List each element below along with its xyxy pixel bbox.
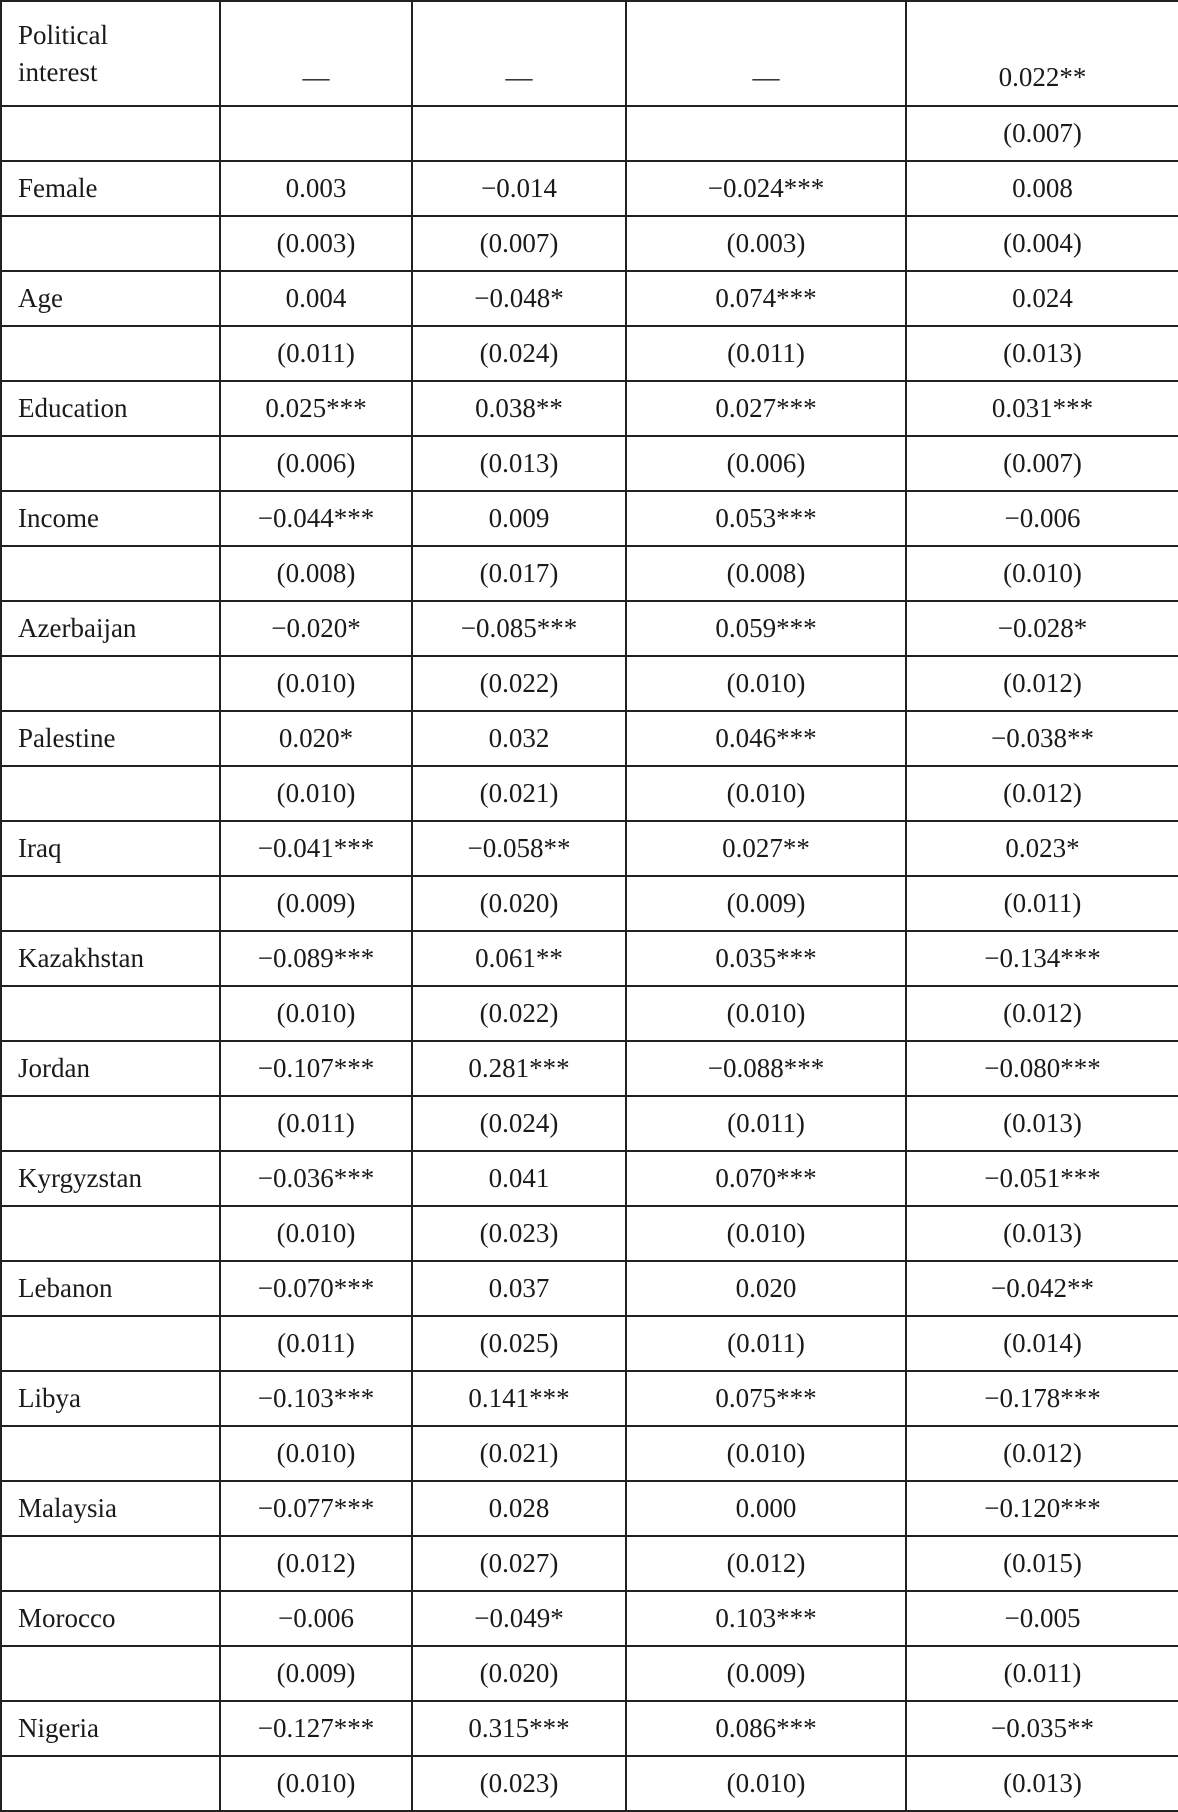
coefficient-cell: 0.020 [626, 1261, 906, 1316]
coefficient-cell: −0.070*** [220, 1261, 412, 1316]
coefficient-cell: 0.027*** [626, 381, 906, 436]
coefficient-cell: 0.032 [412, 711, 626, 766]
standard-error-row [1, 546, 1178, 601]
coefficient-cell: 0.023* [906, 821, 1178, 876]
coefficient-cell: −0.107*** [220, 1041, 412, 1096]
standard-error-cell: (0.022) [412, 986, 626, 1041]
coefficient-cell: −0.077*** [220, 1481, 412, 1536]
empty-label-cell [1, 766, 220, 821]
standard-error-row [1, 656, 1178, 711]
standard-error-cell: (0.022) [412, 656, 626, 711]
standard-error-cell: (0.012) [626, 1536, 906, 1591]
standard-error-cell: (0.017) [412, 546, 626, 601]
empty-label-cell [1, 546, 220, 601]
coefficient-cell: — [412, 1, 626, 106]
coefficient-cell: 0.041 [412, 1151, 626, 1206]
standard-error-cell [626, 106, 906, 161]
coefficient-row [1, 1261, 1178, 1316]
standard-error-cell: (0.013) [906, 1756, 1178, 1811]
standard-error-cell [220, 106, 412, 161]
coefficient-row [1, 1371, 1178, 1426]
empty-label-cell [1, 1316, 220, 1371]
coefficient-row [1, 931, 1178, 986]
coefficient-cell: −0.020* [220, 601, 412, 656]
standard-error-cell: (0.024) [412, 326, 626, 381]
standard-error-cell: (0.024) [412, 1096, 626, 1151]
standard-error-cell: (0.012) [906, 766, 1178, 821]
coefficient-cell: −0.035** [906, 1701, 1178, 1756]
coefficient-cell: 0.008 [906, 161, 1178, 216]
empty-label-cell [1, 1536, 220, 1591]
standard-error-cell: (0.009) [626, 1646, 906, 1701]
coefficient-row [1, 1041, 1178, 1096]
coefficient-cell: 0.281*** [412, 1041, 626, 1096]
standard-error-cell: (0.015) [906, 1536, 1178, 1591]
standard-error-cell: (0.011) [626, 1316, 906, 1371]
standard-error-cell [412, 106, 626, 161]
empty-label-cell [1, 1426, 220, 1481]
variable-label: Income [1, 491, 220, 546]
standard-error-cell: (0.021) [412, 766, 626, 821]
standard-error-row [1, 1096, 1178, 1151]
variable-label: Jordan [1, 1041, 220, 1096]
coefficient-row [1, 821, 1178, 876]
coefficient-cell: 0.004 [220, 271, 412, 326]
standard-error-cell: (0.013) [906, 326, 1178, 381]
coefficient-cell: 0.020* [220, 711, 412, 766]
variable-label: Palestine [1, 711, 220, 766]
coefficient-cell: 0.103*** [626, 1591, 906, 1646]
standard-error-cell: (0.014) [906, 1316, 1178, 1371]
standard-error-row [1, 986, 1178, 1041]
coefficient-row [1, 601, 1178, 656]
variable-label: Libya [1, 1371, 220, 1426]
coefficient-cell: −0.085*** [412, 601, 626, 656]
standard-error-cell: (0.021) [412, 1426, 626, 1481]
coefficient-cell: — [220, 1, 412, 106]
empty-label-cell [1, 876, 220, 931]
standard-error-row [1, 766, 1178, 821]
coefficient-row [1, 491, 1178, 546]
regression-table-body [1, 1, 1178, 1811]
empty-label-cell [1, 1646, 220, 1701]
coefficient-cell: 0.070*** [626, 1151, 906, 1206]
standard-error-row [1, 106, 1178, 161]
standard-error-row [1, 436, 1178, 491]
standard-error-cell: (0.010) [906, 546, 1178, 601]
coefficient-cell: 0.024 [906, 271, 1178, 326]
variable-label: Education [1, 381, 220, 436]
coefficient-cell: 0.075*** [626, 1371, 906, 1426]
standard-error-cell: (0.011) [220, 1316, 412, 1371]
empty-label-cell [1, 106, 220, 161]
coefficient-cell: −0.041*** [220, 821, 412, 876]
standard-error-cell: (0.023) [412, 1756, 626, 1811]
variable-label: Iraq [1, 821, 220, 876]
coefficient-cell: −0.042** [906, 1261, 1178, 1316]
coefficient-cell: −0.024*** [626, 161, 906, 216]
coefficient-row [1, 1151, 1178, 1206]
coefficient-cell: 0.315*** [412, 1701, 626, 1756]
coefficient-cell: — [626, 1, 906, 106]
coefficient-cell: −0.006 [906, 491, 1178, 546]
coefficient-cell: 0.027** [626, 821, 906, 876]
empty-label-cell [1, 326, 220, 381]
standard-error-cell: (0.010) [626, 1206, 906, 1261]
standard-error-cell: (0.011) [220, 326, 412, 381]
standard-error-cell: (0.010) [626, 656, 906, 711]
coefficient-cell: 0.037 [412, 1261, 626, 1316]
coefficient-cell: 0.031*** [906, 381, 1178, 436]
coefficient-cell: 0.059*** [626, 601, 906, 656]
standard-error-cell: (0.010) [220, 656, 412, 711]
coefficient-cell: −0.005 [906, 1591, 1178, 1646]
standard-error-cell: (0.010) [626, 766, 906, 821]
variable-label: Age [1, 271, 220, 326]
coefficient-cell: 0.053*** [626, 491, 906, 546]
standard-error-cell: (0.007) [906, 436, 1178, 491]
variable-label: Morocco [1, 1591, 220, 1646]
variable-label: Kyrgyzstan [1, 1151, 220, 1206]
standard-error-row [1, 1536, 1178, 1591]
standard-error-row [1, 1316, 1178, 1371]
coefficient-cell: −0.058** [412, 821, 626, 876]
coefficient-cell: −0.103*** [220, 1371, 412, 1426]
coefficient-row [1, 1481, 1178, 1536]
standard-error-cell: (0.010) [220, 766, 412, 821]
coefficient-cell: 0.035*** [626, 931, 906, 986]
coefficient-cell: −0.088*** [626, 1041, 906, 1096]
standard-error-cell: (0.010) [220, 986, 412, 1041]
standard-error-cell: (0.010) [626, 1756, 906, 1811]
standard-error-cell: (0.009) [220, 1646, 412, 1701]
coefficient-cell: −0.028* [906, 601, 1178, 656]
coefficient-cell: −0.038** [906, 711, 1178, 766]
standard-error-cell: (0.013) [906, 1096, 1178, 1151]
variable-label: Lebanon [1, 1261, 220, 1316]
coefficient-cell: −0.080*** [906, 1041, 1178, 1096]
empty-label-cell [1, 216, 220, 271]
coefficient-row [1, 1, 1178, 106]
standard-error-row [1, 1646, 1178, 1701]
coefficient-cell: 0.061** [412, 931, 626, 986]
coefficient-cell: 0.009 [412, 491, 626, 546]
standard-error-cell: (0.009) [626, 876, 906, 931]
standard-error-cell: (0.013) [906, 1206, 1178, 1261]
standard-error-cell: (0.004) [906, 216, 1178, 271]
empty-label-cell [1, 986, 220, 1041]
empty-label-cell [1, 436, 220, 491]
coefficient-cell: −0.048* [412, 271, 626, 326]
coefficient-cell: −0.127*** [220, 1701, 412, 1756]
coefficient-cell: 0.046*** [626, 711, 906, 766]
standard-error-cell: (0.011) [906, 1646, 1178, 1701]
standard-error-cell: (0.010) [220, 1426, 412, 1481]
standard-error-cell: (0.013) [412, 436, 626, 491]
standard-error-row [1, 876, 1178, 931]
coefficient-cell: 0.141*** [412, 1371, 626, 1426]
variable-label: Nigeria [1, 1701, 220, 1756]
standard-error-cell: (0.011) [220, 1096, 412, 1151]
variable-label: Political interest [1, 1, 220, 106]
coefficient-cell: 0.025*** [220, 381, 412, 436]
standard-error-cell: (0.008) [626, 546, 906, 601]
standard-error-cell: (0.027) [412, 1536, 626, 1591]
empty-label-cell [1, 1206, 220, 1261]
coefficient-cell: 0.074*** [626, 271, 906, 326]
coefficient-cell: −0.006 [220, 1591, 412, 1646]
standard-error-row [1, 1756, 1178, 1811]
standard-error-cell: (0.012) [220, 1536, 412, 1591]
standard-error-cell: (0.012) [906, 1426, 1178, 1481]
empty-label-cell [1, 656, 220, 711]
coefficient-cell: 0.003 [220, 161, 412, 216]
standard-error-cell: (0.010) [220, 1756, 412, 1811]
standard-error-cell: (0.012) [906, 656, 1178, 711]
coefficient-cell: −0.044*** [220, 491, 412, 546]
standard-error-cell: (0.011) [626, 326, 906, 381]
standard-error-cell: (0.010) [626, 1426, 906, 1481]
coefficient-cell: −0.014 [412, 161, 626, 216]
standard-error-cell: (0.009) [220, 876, 412, 931]
standard-error-cell: (0.011) [626, 1096, 906, 1151]
coefficient-row [1, 711, 1178, 766]
standard-error-cell: (0.020) [412, 1646, 626, 1701]
standard-error-row [1, 216, 1178, 271]
coefficient-cell: −0.178*** [906, 1371, 1178, 1426]
empty-label-cell [1, 1096, 220, 1151]
coefficient-cell: 0.086*** [626, 1701, 906, 1756]
coefficient-row [1, 381, 1178, 436]
coefficient-cell: −0.089*** [220, 931, 412, 986]
standard-error-cell: (0.008) [220, 546, 412, 601]
standard-error-row [1, 1426, 1178, 1481]
coefficient-cell: −0.134*** [906, 931, 1178, 986]
coefficient-cell: 0.000 [626, 1481, 906, 1536]
coefficient-row [1, 271, 1178, 326]
standard-error-cell: (0.010) [626, 986, 906, 1041]
standard-error-cell: (0.007) [412, 216, 626, 271]
standard-error-cell: (0.003) [220, 216, 412, 271]
coefficient-cell: −0.051*** [906, 1151, 1178, 1206]
standard-error-cell: (0.023) [412, 1206, 626, 1261]
standard-error-cell: (0.006) [626, 436, 906, 491]
standard-error-row [1, 1206, 1178, 1261]
standard-error-cell: (0.007) [906, 106, 1178, 161]
coefficient-cell: 0.022** [906, 1, 1178, 106]
variable-label: Kazakhstan [1, 931, 220, 986]
variable-label: Azerbaijan [1, 601, 220, 656]
standard-error-cell: (0.025) [412, 1316, 626, 1371]
standard-error-cell: (0.006) [220, 436, 412, 491]
standard-error-cell: (0.020) [412, 876, 626, 931]
coefficient-cell: 0.028 [412, 1481, 626, 1536]
coefficient-row [1, 1591, 1178, 1646]
coefficient-row [1, 161, 1178, 216]
standard-error-cell: (0.010) [220, 1206, 412, 1261]
coefficient-cell: −0.036*** [220, 1151, 412, 1206]
coefficient-row [1, 1701, 1178, 1756]
coefficient-cell: 0.038** [412, 381, 626, 436]
empty-label-cell [1, 1756, 220, 1811]
coefficient-cell: −0.049* [412, 1591, 626, 1646]
standard-error-cell: (0.011) [906, 876, 1178, 931]
standard-error-row [1, 326, 1178, 381]
variable-label: Malaysia [1, 1481, 220, 1536]
variable-label: Female [1, 161, 220, 216]
standard-error-cell: (0.003) [626, 216, 906, 271]
standard-error-cell: (0.012) [906, 986, 1178, 1041]
coefficient-cell: −0.120*** [906, 1481, 1178, 1536]
